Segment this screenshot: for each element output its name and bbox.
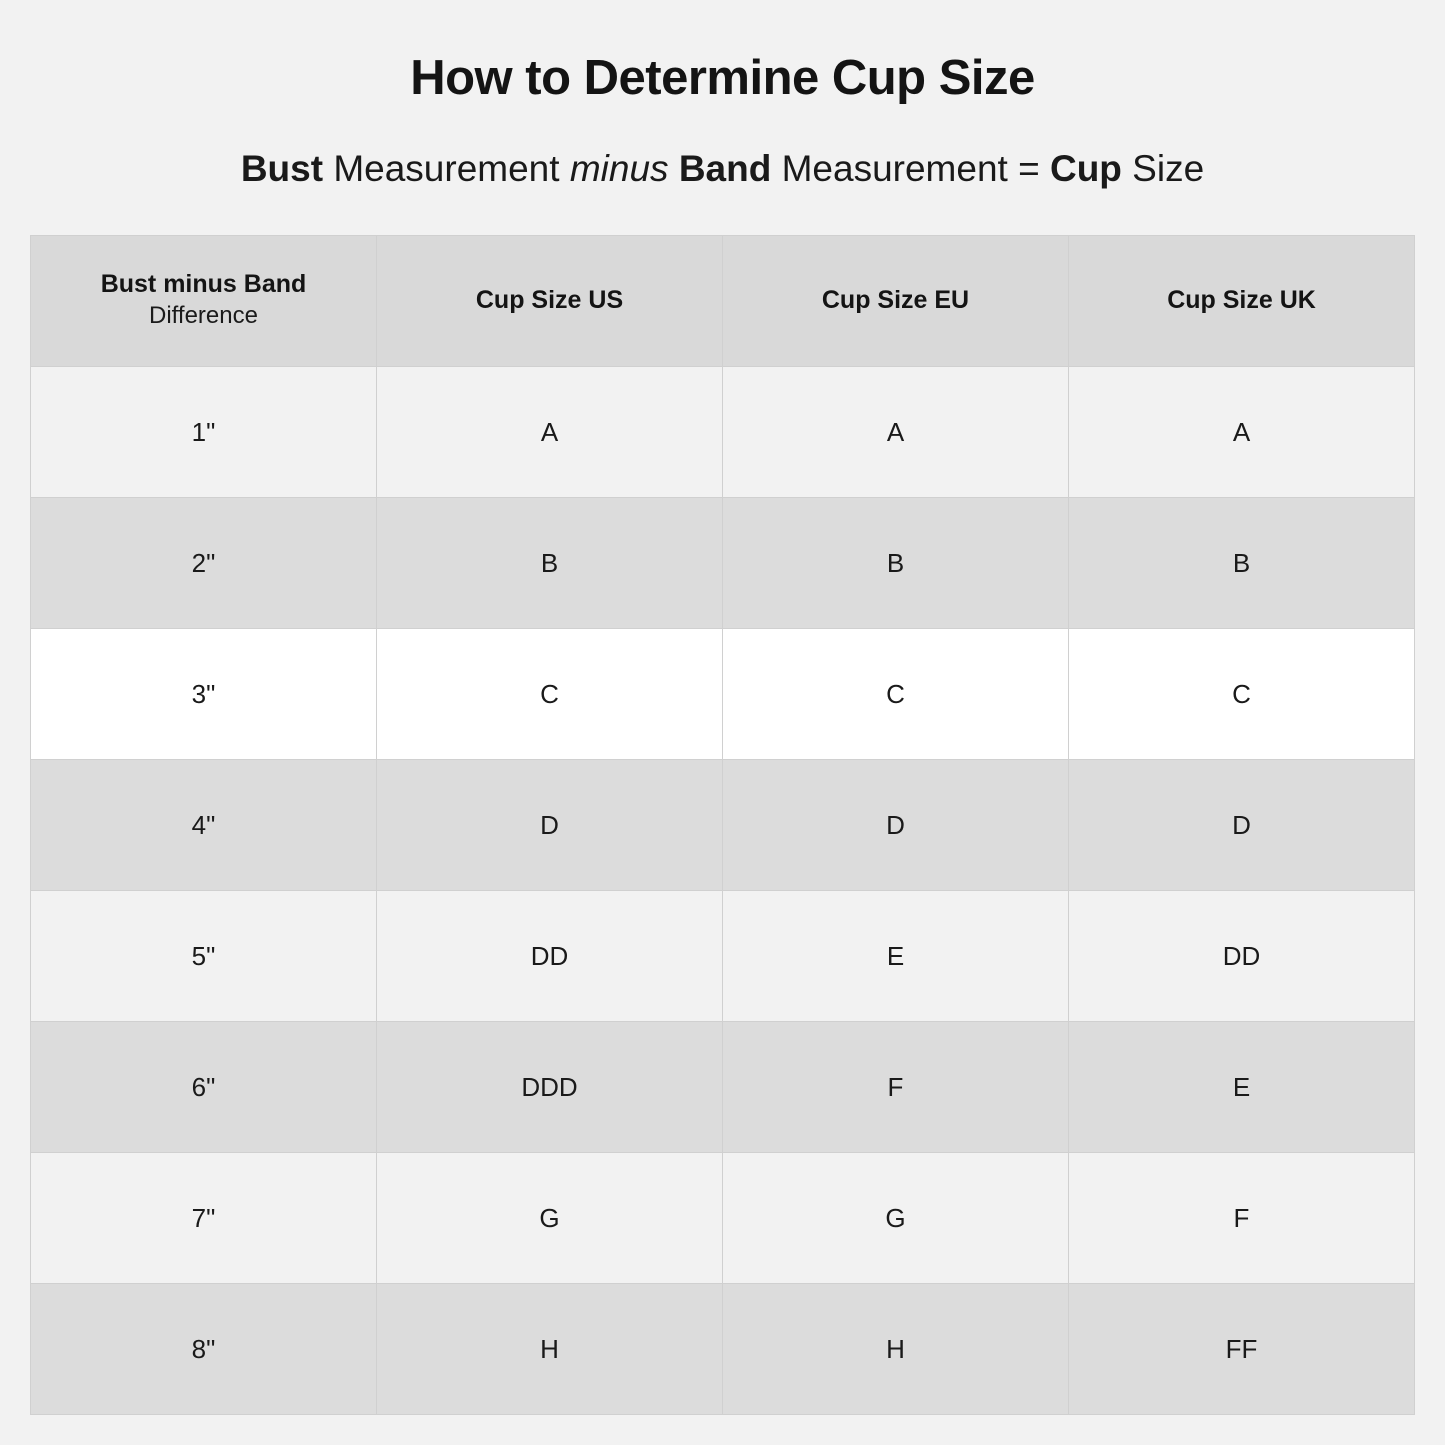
- formula-word-measurement-2: Measurement =: [771, 148, 1050, 189]
- formula-word-cup: Cup: [1049, 148, 1122, 189]
- cell-cup-uk: E: [1069, 1022, 1415, 1153]
- table-row: [31, 1022, 1415, 1153]
- table-row: [31, 1153, 1415, 1284]
- cell-cup-uk: D: [1069, 760, 1415, 891]
- cell-cup-eu: E: [723, 891, 1069, 1022]
- cell-cup-uk: B: [1069, 498, 1415, 629]
- page-title: How to Determine Cup Size: [410, 51, 1035, 105]
- formula-word-minus: minus: [569, 148, 669, 189]
- cell-cup-eu: A: [723, 367, 1069, 498]
- column-header-cup-size-uk-main: Cup Size UK: [1167, 286, 1316, 315]
- cell-cup-uk: FF: [1069, 1284, 1415, 1415]
- table-row: [31, 891, 1415, 1022]
- cell-cup-uk: C: [1069, 629, 1415, 760]
- column-header-difference-sub: Difference: [149, 302, 258, 330]
- column-header-cup-size-us-main: Cup Size US: [475, 286, 624, 315]
- cell-cup-us: B: [377, 498, 723, 629]
- cell-cup-us: DD: [377, 891, 723, 1022]
- cell-cup-us: H: [377, 1284, 723, 1415]
- formula-word-bust: Bust: [240, 148, 324, 189]
- table-row: [31, 498, 1415, 629]
- column-header-cup-size-eu: [723, 236, 1069, 367]
- cell-cup-us: C: [377, 629, 723, 760]
- cell-cup-uk: A: [1069, 367, 1415, 498]
- cell-difference: 8": [31, 1284, 377, 1415]
- formula-space: [669, 148, 679, 189]
- cell-cup-us: D: [377, 760, 723, 891]
- cell-cup-eu: G: [723, 1153, 1069, 1284]
- cell-cup-us: A: [377, 367, 723, 498]
- cell-difference: 1": [31, 367, 377, 498]
- cell-difference: 2": [31, 498, 377, 629]
- cup-size-table: [30, 235, 1415, 1415]
- table-header-row: [31, 236, 1415, 367]
- cell-difference: 6": [31, 1022, 377, 1153]
- cell-cup-eu: F: [723, 1022, 1069, 1153]
- cell-cup-us: G: [377, 1153, 723, 1284]
- formula-subtitle: [0, 148, 1445, 190]
- cell-cup-uk: F: [1069, 1153, 1415, 1284]
- cell-difference: 4": [31, 760, 377, 891]
- table-body: [31, 367, 1415, 1415]
- table-row: [31, 367, 1415, 498]
- column-header-difference: [31, 236, 377, 367]
- cell-cup-eu: B: [723, 498, 1069, 629]
- cell-cup-eu: H: [723, 1284, 1069, 1415]
- column-header-cup-size-eu-main: Cup Size EU: [821, 286, 970, 315]
- column-header-cup-size-us: [377, 236, 723, 367]
- table-row: [31, 629, 1415, 760]
- cell-cup-eu: C: [723, 629, 1069, 760]
- formula-word-measurement-1: Measurement: [323, 148, 570, 189]
- formula-word-size: Size: [1121, 148, 1205, 189]
- table-row: [31, 760, 1415, 891]
- table-header: [31, 236, 1415, 367]
- cell-difference: 7": [31, 1153, 377, 1284]
- cell-difference: 5": [31, 891, 377, 1022]
- table-row: [31, 1284, 1415, 1415]
- column-header-cup-size-uk: [1069, 236, 1415, 367]
- cell-cup-eu: D: [723, 760, 1069, 891]
- cup-size-table-wrapper: [0, 235, 1445, 1415]
- column-header-difference-main: Bust minus Band: [100, 270, 307, 299]
- cell-difference: 3": [31, 629, 377, 760]
- formula-word-band: Band: [678, 148, 772, 189]
- cell-cup-uk: DD: [1069, 891, 1415, 1022]
- cell-cup-us: DDD: [377, 1022, 723, 1153]
